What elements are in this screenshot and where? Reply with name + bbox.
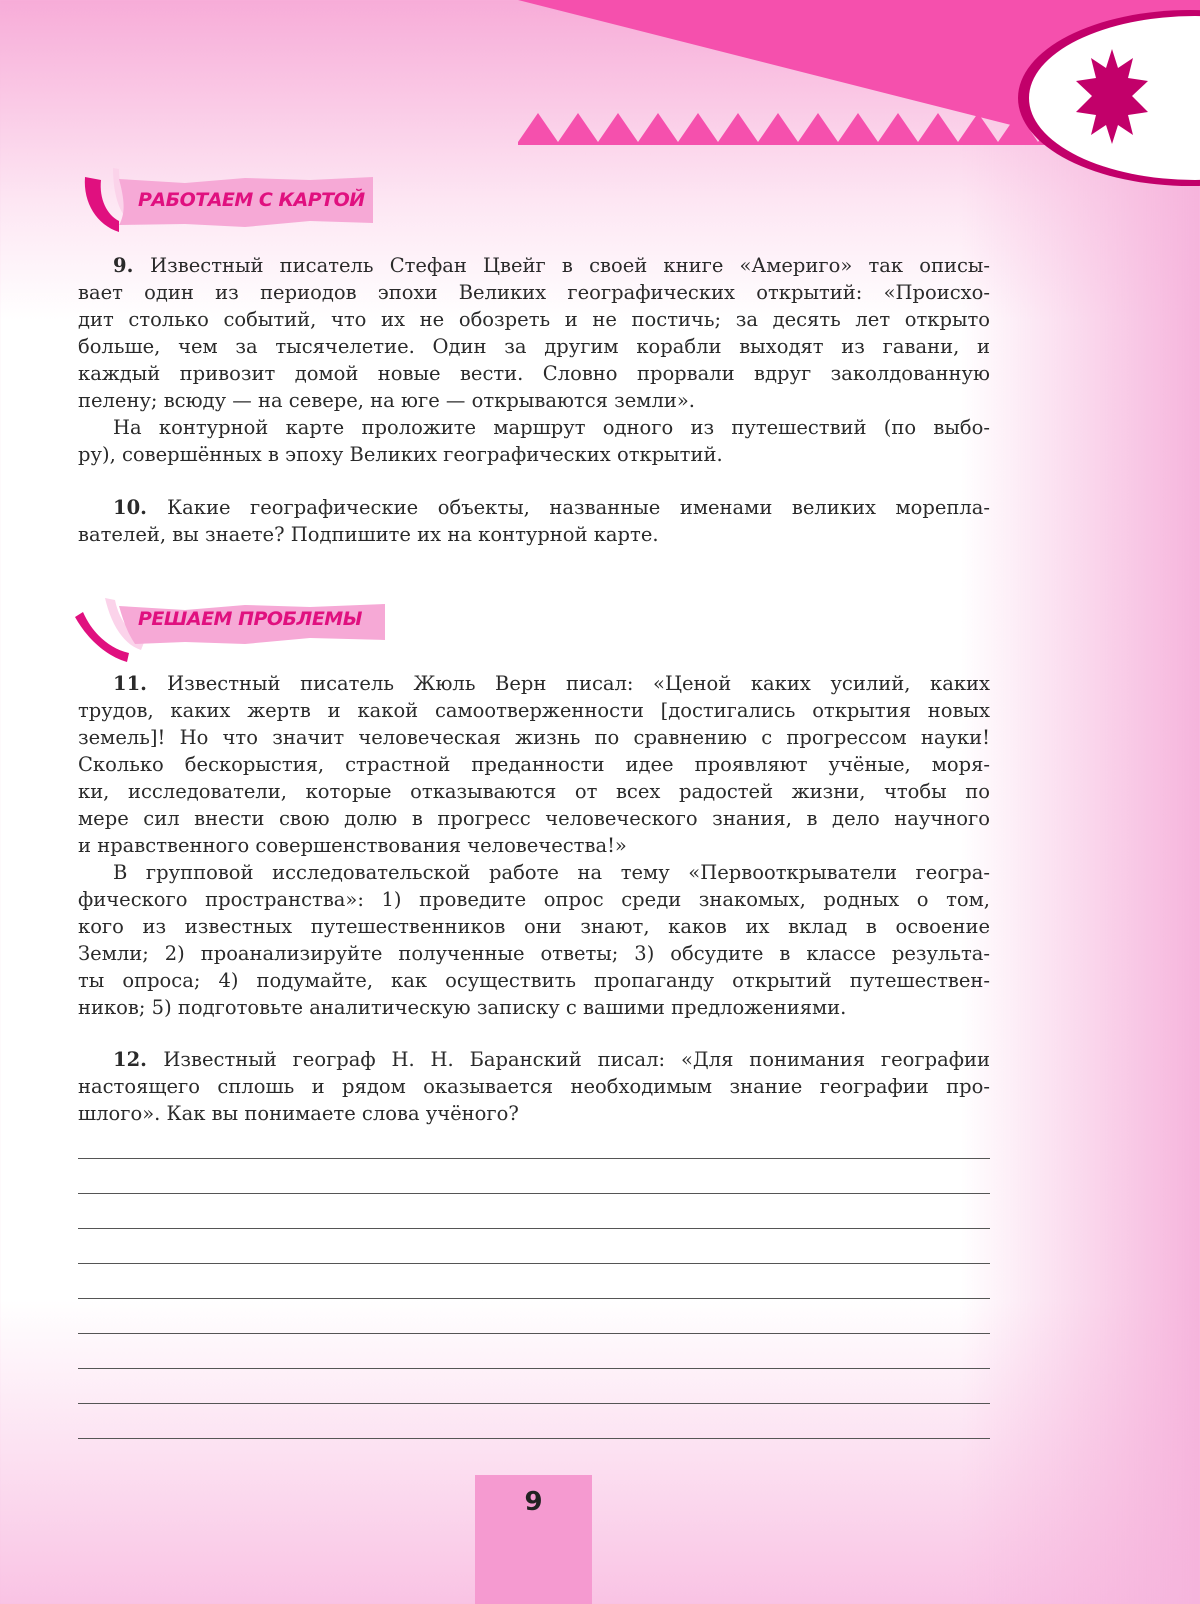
task-9 [78,252,990,468]
line-text: пелену; всюду — на севере, на юге — открываются земли». [78,389,695,412]
line-text: Сколько бескорыстия, страстной преданности идее проявляют учёные, моря- [78,753,990,776]
line-text: ты опроса; 4) подумайте, как осуществить пропаганду открытий путешествен- [78,969,990,992]
line-text: ру), совершённых в эпоху Великих географических открытий. [78,443,723,466]
text-line [78,360,990,387]
text-line [78,333,990,360]
text-line [78,670,990,697]
task-number: 11. [113,672,168,695]
line-text: трудов, каких жертв и какой самоотверженности [достигались открытия новых [78,699,990,722]
text-line [78,940,990,967]
text-line [78,751,990,778]
text-line [78,697,990,724]
text-line [78,859,990,886]
answer-line[interactable] [78,1368,990,1369]
answer-line[interactable] [78,1263,990,1264]
section-header-problems [75,592,405,662]
answer-line[interactable] [78,1158,990,1159]
line-text: ки, исследователи, которые отказываются от всех радостей жизни, чтобы по [78,780,990,803]
text-line [78,913,990,940]
line-text: Известный писатель Стефан Цвейг в своей книге «Америго» так описы- [150,254,990,277]
answer-line[interactable] [78,1438,990,1439]
task-number: 10. [113,496,168,519]
text-line [78,521,990,548]
text-line [78,306,990,333]
text-line [78,724,990,751]
text-line [78,832,990,859]
line-text: Земли; 2) проанализируйте полученные ответы; 3) обсудите в классе результа- [78,942,990,965]
text-line [78,967,990,994]
task-11 [78,670,990,1021]
text-line [78,494,990,521]
text-line [78,778,990,805]
line-text: фического пространства»: 1) проведите опрос среди знакомых, родных о том, [78,888,990,911]
answer-line[interactable] [78,1298,990,1299]
text-line [78,1073,990,1100]
task-number: 9. [113,254,151,277]
text-line [78,414,990,441]
text-line [78,252,990,279]
line-text: Известный писатель Жюль Верн писал: «Ценой каких усилий, каких [167,672,990,695]
page-number-box [475,1475,592,1604]
line-text: ников; 5) подготовьте аналитическую записку с вашими предложениями. [78,996,847,1019]
answer-line[interactable] [78,1403,990,1404]
line-text: В групповой исследовательской работе на тему «Первооткрыватели геогра- [113,861,990,884]
section-title: РАБОТАЕМ С КАРТОЙ [138,189,365,211]
line-text: каждый привозит домой новые вести. Словно прорвали вдруг заколдованную [78,362,990,385]
line-text: дит столько событий, что их не обозреть и не постичь; за десять лет открыто [78,308,990,331]
text-line [78,1100,990,1127]
answer-line[interactable] [78,1228,990,1229]
text-line [78,1046,990,1073]
line-text: кого из известных путешественников они знают, каков их вклад в освоение [78,915,990,938]
text-line [78,805,990,832]
line-text: больше, чем за тысячелетие. Один за другим корабли выходят из гавани, и [78,335,990,358]
line-text: вает один из периодов эпохи Великих географических открытий: «Происхо- [78,281,990,304]
star-emblem-icon [1015,5,1200,195]
text-line [78,279,990,306]
text-line [78,387,990,414]
line-text: и нравственного совершенствования человечества!» [78,834,627,857]
line-text: настоящего сплошь и рядом оказывается необходимым знание географии про- [78,1075,990,1098]
answer-line[interactable] [78,1193,990,1194]
task-12 [78,1046,990,1127]
answer-line[interactable] [78,1333,990,1334]
task-10 [78,494,990,548]
section-header-map [75,165,405,235]
text-line [78,994,990,1021]
line-text: мере сил внести свою долю в прогресс человеческого знания, в дело научного [78,807,990,830]
line-text: Какие географические объекты, названные именами великих морепла- [167,496,991,519]
task-number: 12. [113,1048,164,1071]
line-text: земель]! Но что значит человеческая жизнь по сравнению с прогрессом науки! [78,726,990,749]
line-text: вателей, вы знаете? Подпишите их на контурной карте. [78,523,659,546]
line-text: На контурной карте проложите маршрут одного из путешествий (по выбо- [113,416,990,439]
text-line [78,441,990,468]
section-title: РЕШАЕМ ПРОБЛЕМЫ [138,608,362,630]
page-number: 9 [524,1487,543,1517]
line-text: Известный географ Н. Н. Баранский писал: «Для понимания географии [163,1048,990,1071]
text-line [78,886,990,913]
line-text: шлого». Как вы понимаете слова учёного? [78,1102,519,1125]
